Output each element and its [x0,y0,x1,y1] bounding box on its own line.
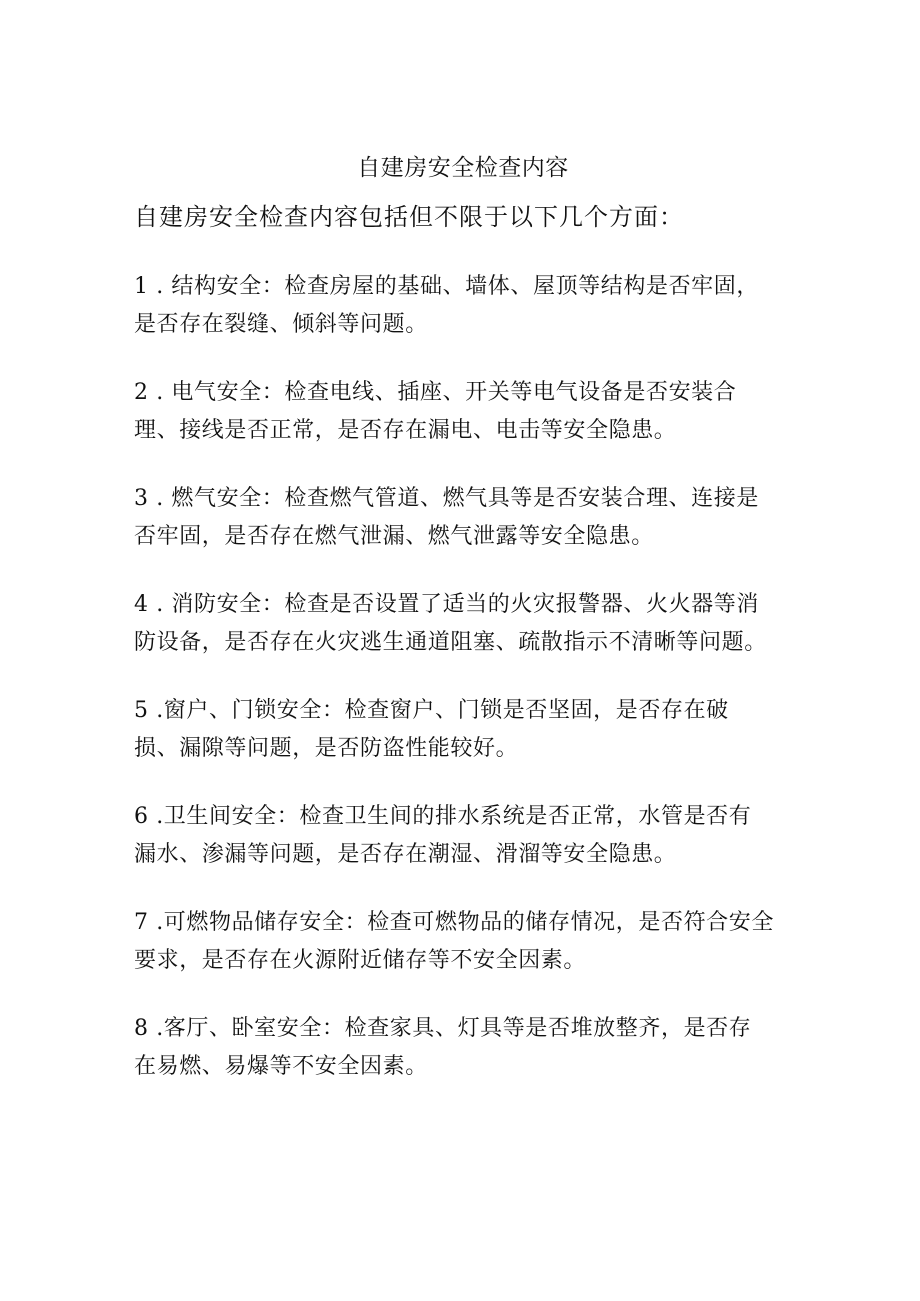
inspection-item-list [134,268,814,1116]
item-line: 5 .窗户、门锁安全：检查窗户、门锁是否坚固，是否存在破 [134,698,729,723]
item-line: 7 .可燃物品储存安全：检查可燃物品的储存情况，是否符合安全 [134,910,774,935]
item-line: 在易燃、易爆等不安全因素。 [134,1054,428,1079]
item-line: 6 .卫生间安全：检查卫生间的排水系统是否正常，水管是否有 [134,804,752,829]
item-line: 4 . 消防安全：检查是否设置了适当的火灾报警器、火火器等消 [134,592,759,617]
inspection-item-living-bedroom [134,1010,814,1086]
inspection-item-flammables [134,904,814,980]
intro-paragraph: 自建房安全检查内容包括但不限于以下几个方面： [134,203,684,231]
item-line: 否牢固，是否存在燃气泄漏、燃气泄露等安全隐患。 [134,524,654,549]
item-line: 是否存在裂缝、倾斜等问题。 [134,312,428,337]
inspection-item-bathroom [134,798,814,874]
inspection-item-gas [134,480,814,556]
item-line: 要求，是否存在火源附近储存等不安全因素。 [134,948,587,973]
item-line: 损、漏隙等问题，是否防盗性能较好。 [134,736,519,761]
item-line: 防设备，是否存在火灾逃生通道阻塞、疏散指示不清晰等问题。 [134,630,767,655]
item-line: 3 . 燃气安全：检查燃气管道、燃气具等是否安装合理、连接是 [134,486,759,511]
inspection-item-windows-locks [134,692,814,768]
document-title: 自建房安全检查内容 [357,155,569,181]
inspection-item-structure [134,268,814,344]
inspection-item-electrical [134,374,814,450]
item-line: 理、接线是否正常，是否存在漏电、电击等安全隐患。 [134,418,677,443]
item-line: 8 .客厅、卧室安全：检查家具、灯具等是否堆放整齐，是否存 [134,1016,752,1041]
item-line: 1 . 结构安全：检查房屋的基础、墙体、屋顶等结构是否牢固， [134,274,759,299]
inspection-item-fire [134,586,814,662]
item-line: 2 . 电气安全：检查电线、插座、开关等电气设备是否安装合 [134,380,737,405]
item-line: 漏水、渗漏等问题，是否存在潮湿、滑溜等安全隐患。 [134,842,677,867]
